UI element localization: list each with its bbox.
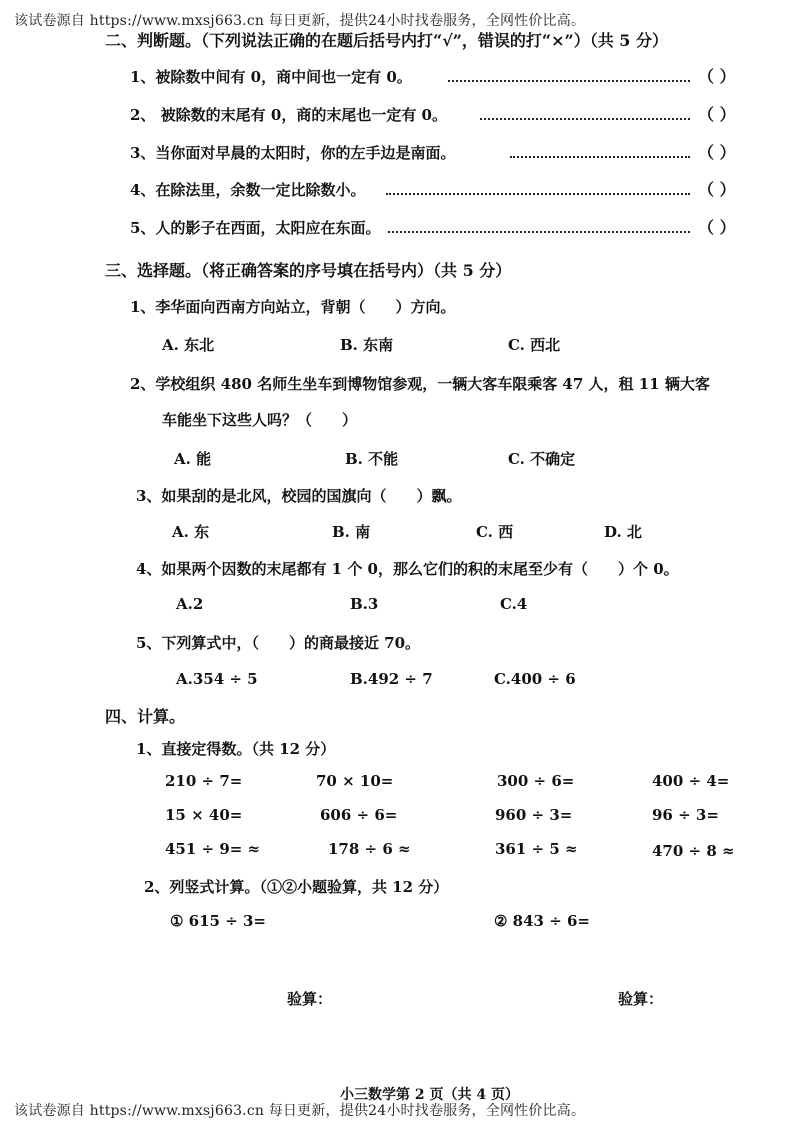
option-c[interactable]: C. 西 xyxy=(476,523,514,541)
judge-item-4: 4、在除法里，余数一定比除数小。 xyxy=(130,181,366,199)
check-label-2: 验算： xyxy=(618,990,664,1008)
judge-item-3: 3、当你面对早晨的太阳时，你的左手边是南面。 xyxy=(130,144,456,162)
judge-item-2: 2、 被除数的末尾有 0，商的末尾也一定有 0。 xyxy=(130,106,447,124)
option-a[interactable]: A.354 ÷ 5 xyxy=(176,670,258,688)
section-judge-title: 二、判断题。（下列说法正确的在题后括号内打“√”，错误的打“×”）（共 5 分） xyxy=(105,31,669,50)
calc-item: 178 ÷ 6 ≈ xyxy=(328,840,411,858)
calc-item: 15 × 40= xyxy=(165,806,243,824)
choice-q1: 1、李华面向西南方向站立，背朝（ ）方向。 xyxy=(130,298,456,316)
option-b[interactable]: B.492 ÷ 7 xyxy=(350,670,433,688)
calc-item: 70 × 10= xyxy=(316,772,394,790)
choice-q2-line1: 2、学校组织 480 名师生坐车到博物馆参观，一辆大客车限乘客 47 人，租 11 辆大客 xyxy=(130,375,710,393)
option-b[interactable]: B. 不能 xyxy=(345,450,399,468)
calc-item: 400 ÷ 4= xyxy=(652,772,730,790)
answer-bracket[interactable]: （ ） xyxy=(698,218,736,237)
calc-item: 470 ÷ 8 ≈ xyxy=(652,842,735,860)
section-calc-title: 四、计算。 xyxy=(105,707,186,726)
option-a[interactable]: A.2 xyxy=(176,595,204,613)
option-b[interactable]: B. 东南 xyxy=(340,336,394,354)
calc-item: 960 ÷ 3= xyxy=(495,806,573,824)
page-number: 小三数学第 2 页（共 4 页） xyxy=(340,1087,519,1103)
option-d[interactable]: D. 北 xyxy=(604,523,642,541)
option-c[interactable]: C. 不确定 xyxy=(508,450,576,468)
choice-q2-line2: 车能坐下这些人吗？（ ） xyxy=(162,411,358,429)
dot-leader xyxy=(448,80,690,82)
choice-q4: 4、如果两个因数的末尾都有 1 个 0，那么它们的积的末尾至少有（ ）个 0。 xyxy=(136,560,679,578)
option-c[interactable]: C.4 xyxy=(500,595,528,613)
source-footer: 该试卷源自 https://www.mxsj663.cn 每日更新，提供24小时找卷服务，全网性价比高。 xyxy=(14,1103,586,1119)
vertical-calc-1: ① 615 ÷ 3= xyxy=(170,912,266,930)
option-c[interactable]: C.400 ÷ 6 xyxy=(494,670,576,688)
answer-bracket[interactable]: （ ） xyxy=(698,180,736,199)
calc-item: 606 ÷ 6= xyxy=(320,806,398,824)
choice-q3: 3、如果刮的是北风，校园的国旗向（ ）飘。 xyxy=(136,487,462,505)
judge-item-5: 5、人的影子在西面，太阳应在东面。 xyxy=(130,219,381,237)
choice-q5: 5、下列算式中，（ ）的商最接近 70。 xyxy=(136,634,421,652)
option-a[interactable]: A. 东 xyxy=(172,523,210,541)
dot-leader xyxy=(510,156,690,158)
answer-bracket[interactable]: （ ） xyxy=(698,67,736,86)
calc-item: 210 ÷ 7= xyxy=(165,772,243,790)
vertical-calc-2: ② 843 ÷ 6= xyxy=(494,912,590,930)
calc-part2-title: 2、列竖式计算。（①②小题验算，共 12 分） xyxy=(144,878,449,896)
option-c[interactable]: C. 西北 xyxy=(508,336,561,354)
calc-item: 361 ÷ 5 ≈ xyxy=(495,840,578,858)
calc-item: 300 ÷ 6= xyxy=(497,772,575,790)
dot-leader xyxy=(386,193,690,195)
judge-item-1: 1、被除数中间有 0，商中间也一定有 0。 xyxy=(130,68,412,86)
option-b[interactable]: B.3 xyxy=(350,595,379,613)
answer-bracket[interactable]: （ ） xyxy=(698,143,736,162)
option-a[interactable]: A. 东北 xyxy=(162,336,215,354)
dot-leader xyxy=(480,118,690,120)
option-a[interactable]: A. 能 xyxy=(174,450,212,468)
calc-item: 451 ÷ 9= ≈ xyxy=(165,840,261,858)
check-label-1: 验算： xyxy=(287,990,333,1008)
section-choice-title: 三、选择题。（将正确答案的序号填在括号内）（共 5 分） xyxy=(105,261,512,280)
dot-leader xyxy=(388,231,690,233)
calc-item: 96 ÷ 3= xyxy=(652,806,719,824)
calc-part1-title: 1、直接定得数。（共 12 分） xyxy=(136,740,336,758)
answer-bracket[interactable]: （ ） xyxy=(698,105,736,124)
option-b[interactable]: B. 南 xyxy=(332,523,371,541)
source-header: 该试卷源自 https://www.mxsj663.cn 每日更新，提供24小时找卷服务，全网性价比高。 xyxy=(14,13,586,29)
